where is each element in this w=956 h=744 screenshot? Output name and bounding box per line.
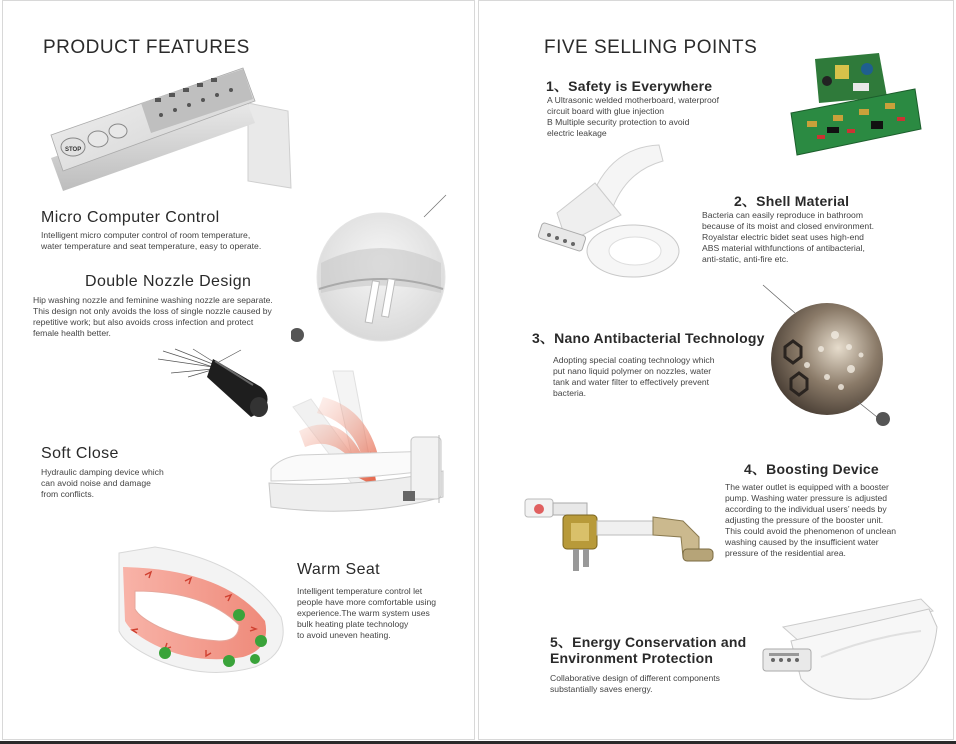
nano-texture-image [761,283,901,431]
feature-title-warm-seat: Warm Seat [297,561,381,578]
point-title-shell-material: 2、Shell Material [734,193,850,209]
feature-text-soft-close: Hydraulic damping device which can avoid noise and damage from conflicts. [41,467,164,499]
point-title-nano-antibacterial: 3、Nano Antibacterial Technology [532,330,765,346]
point-text-nano-antibacterial: Adopting special coating technology which put nano liquid polymer on nozzles, water tank and water filter to effectively prevent bacteria. [553,355,715,398]
point-title-boosting-device: 4、Boosting Device [744,461,879,477]
point-text-safety: A Ultrasonic welded motherboard, waterproof circuit board with glue injection B Multiple security protection to avoid electric leakage [547,95,719,138]
feature-title-micro-computer: Micro Computer Control [41,209,220,226]
energy-seat-image [761,597,941,707]
booster-pump-image [523,487,719,579]
warm-seat-image [115,541,295,681]
left-page [2,0,475,740]
page-title-five-selling-points: FIVE SELLING POINTS [544,37,758,58]
point-title-energy-line2: Environment Protection [550,650,714,666]
right-page [478,0,954,740]
point-title-energy-line1: 5、Energy Conservation and [550,634,747,650]
point-text-shell-material: Bacteria can easily reproduce in bathroom because of its moist and closed environment. Royalstar electric bidet seat uses high-end ABS material withfunctions of antibacterial, anti-static, anti-fire etc. [702,210,874,264]
nozzle-spray-image [153,347,278,425]
point-text-energy: Collaborative design of different components substantially saves energy. [550,673,720,694]
soft-close-seat-image [261,369,461,539]
feature-title-soft-close: Soft Close [41,445,119,462]
nozzle-closeup-image [291,193,461,353]
feature-title-double-nozzle: Double Nozzle Design [85,273,252,290]
feature-text-double-nozzle: Hip washing nozzle and feminine washing nozzle are separate. This design not only avoids the loss of single nozzle caused by repetitive work; but also avoids cross infection and protect female health better. [33,295,273,338]
page-title-product-features: PRODUCT FEATURES [43,37,250,58]
feature-text-warm-seat: Intelligent temperature control let people have more comfortable using experience.The warm system uses bulk heating plate technology to avoid uneven heating. [297,586,437,640]
feature-text-micro-computer: Intelligent micro computer control of room temperature, water temperature and seat temperature, easy to operate. [41,230,262,251]
control-panel-image [43,63,293,193]
stop-button-label: STOP [65,147,82,153]
circuit-board-image [787,51,927,167]
shell-material-seat-image [537,143,687,281]
point-text-boosting-device: The water outlet is equipped with a booster pump. Washing water pressure is adjusted according to the individual users’ needs by adjusting the pressure of the booster unit. This could avoid the phenomenon of unclean washing caused by the insufficient water pressure of the residential area. [725,482,897,558]
point-title-safety: 1、Safety is Everywhere [546,78,713,94]
